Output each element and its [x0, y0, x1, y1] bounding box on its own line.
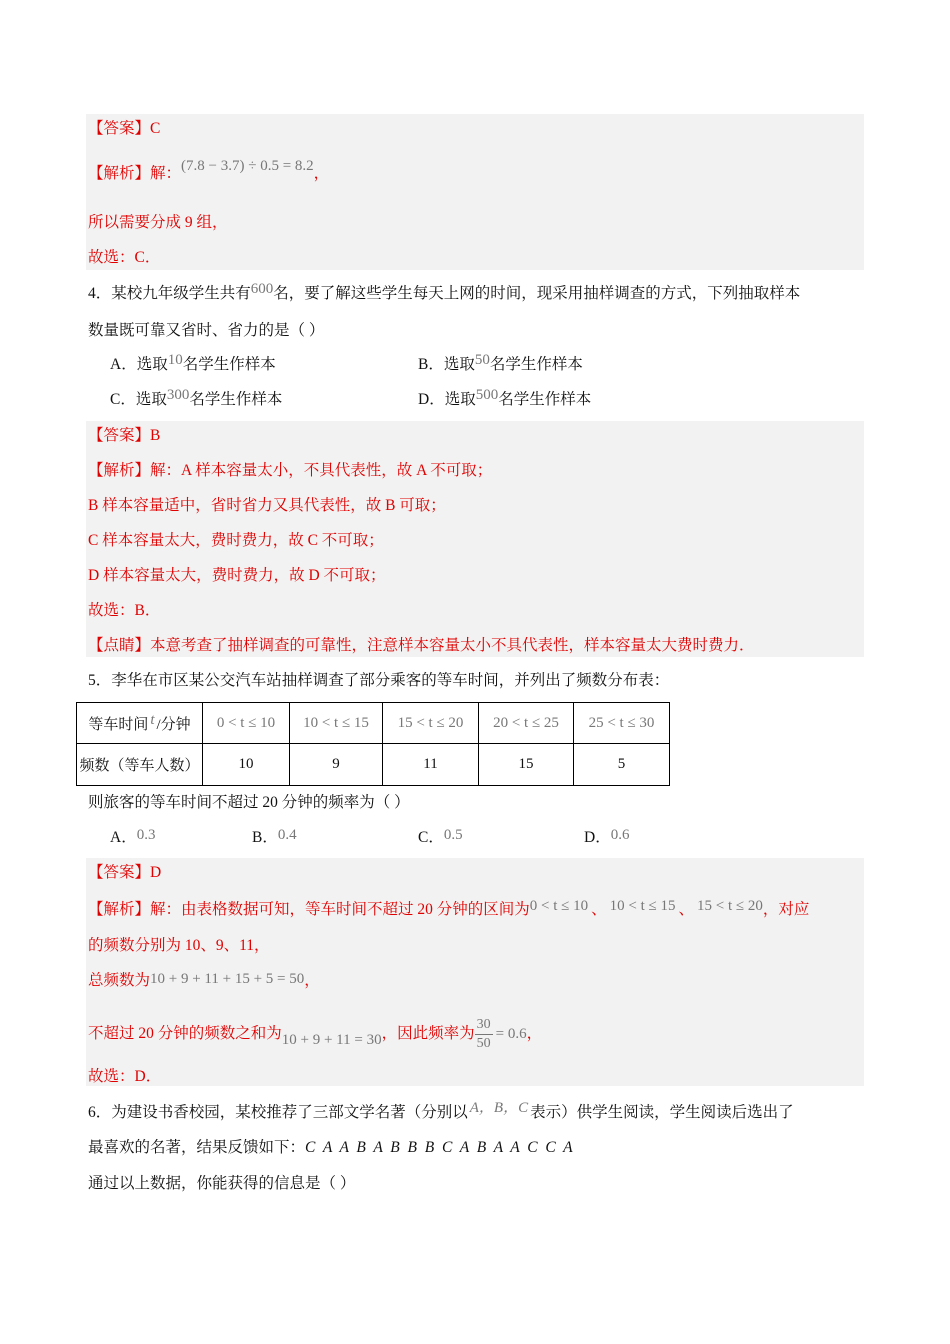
q6-sequence: C A A B A B B B C A B A A C C A: [305, 1139, 573, 1156]
q4-option-a-label: A．选取: [110, 356, 168, 373]
q5-question: 则旅客的等车时间不超过 20 分钟的频率为（ ）: [88, 794, 410, 811]
sum-label: 不超过 20 分钟的频数之和为: [88, 1025, 282, 1043]
comment-line: 【点睛】本意考查了抽样调查的可靠性，注意样本容量太小不具代表性，样本容量太大费时费力．: [88, 637, 755, 654]
sum-formula: 10 + 9 + 11 = 30: [281, 1032, 382, 1049]
q5-option-b[interactable]: [252, 828, 297, 848]
interval-math-2: 10 < t ≤ 15: [609, 898, 676, 914]
q4-option-d[interactable]: [418, 387, 592, 410]
q6-stem-line-3: 通过以上数据，你能获得的信息是（ ）: [88, 1175, 356, 1192]
answer-d: 【答案】D: [88, 864, 162, 881]
choice-line-1: 故选：C．: [88, 249, 161, 266]
q5-option-c-label: C．: [418, 829, 444, 846]
frequency-result: = 0.6: [495, 1026, 527, 1043]
analysis-d-text-a: 【解析】解：由表格数据可知，等车时间不超过 20 分钟的区间为: [88, 901, 530, 918]
interval-4: 20 < t ≤ 25: [493, 714, 559, 731]
q4-option-d-num: 500: [475, 387, 499, 403]
q4-option-a-text: 名学生作样本: [182, 356, 276, 373]
table-row-counts: [77, 744, 670, 786]
total-formula: 10 + 9 + 11 + 15 + 5 = 50: [150, 971, 305, 987]
q4-option-b-label: B．选取: [418, 356, 475, 373]
q4-stem-a: 4．某校九年级学生共有: [88, 285, 251, 302]
q5-option-b-label: B．: [252, 829, 278, 846]
total-label: 总频数为: [88, 972, 151, 989]
q4-option-d-text: 名学生作样本: [498, 391, 592, 408]
q5-stem: 5．李华在市区某公交汽车站抽样调查了部分乘客的等车时间，并列出了频数分布表：: [88, 672, 670, 689]
q5-option-b-value: 0.4: [277, 827, 297, 843]
analysis-d-line-3: [88, 971, 320, 991]
q5-option-d-value: 0.6: [610, 827, 630, 843]
interval-math-3: 15 < t ≤ 20: [697, 898, 763, 914]
analysis-formula: (7.8 − 3.7) ÷ 0.5 = 8.2: [181, 158, 314, 174]
q4-option-c-num: 300: [166, 387, 190, 403]
count-cell-4: 15: [479, 744, 574, 786]
q6-text-c: 最喜欢的名著，结果反馈如下：: [88, 1139, 306, 1156]
q6-text-b: 表示）供学生阅读，学生阅读后选出了: [530, 1104, 794, 1121]
q4-option-b[interactable]: [418, 352, 583, 375]
total-tail: ，: [304, 972, 320, 989]
q5-option-d[interactable]: [584, 828, 629, 848]
q5-option-c[interactable]: [418, 828, 463, 848]
analysis-b-line-1: 【解析】解：A 样本容量太小，不具代表性，故 A 不可取；: [88, 462, 493, 479]
answer-c: 【答案】C: [88, 120, 161, 137]
interval-5: 25 < t ≤ 30: [588, 714, 655, 731]
count-cell-2: 9: [290, 744, 383, 786]
q4-stem-line-2: 数量既可靠又省时、省力的是（ ）: [88, 322, 325, 339]
sum-mid: ，因此频率为: [381, 1025, 475, 1043]
q5-option-d-label: D．: [584, 829, 611, 846]
q4-option-c[interactable]: [110, 387, 283, 410]
q5-option-a[interactable]: [110, 828, 155, 848]
interval-1: 0 < t ≤ 10: [216, 714, 276, 731]
header-label-b: /分钟: [156, 716, 191, 733]
q5-option-c-value: 0.5: [443, 827, 463, 843]
analysis-line-2: 所以需要分成 9 组，: [88, 214, 228, 231]
q4-stem-num: 600: [250, 281, 274, 297]
header-cell-interval-3: [383, 703, 479, 744]
q4-option-a-num: 10: [167, 352, 183, 368]
q4-option-c-label: C．选取: [110, 391, 167, 408]
q6-stem-line-2: [88, 1138, 573, 1158]
q5-option-a-value: 0.3: [136, 827, 156, 843]
header-label-var: t: [150, 711, 155, 728]
analysis-b-line-3: C 样本容量太大，费时费力，故 C 不可取；: [88, 532, 384, 549]
interval-3: 15 < t ≤ 20: [397, 714, 464, 731]
analysis-line: [88, 158, 330, 184]
sep-2: 、: [678, 901, 695, 918]
q4-option-c-text: 名学生作样本: [189, 391, 283, 408]
row-label-cell: 频数（等车人数）: [77, 744, 203, 786]
header-cell-label: [77, 703, 203, 744]
fraction-denominator: 50: [476, 1036, 491, 1051]
interval-2: 10 < t ≤ 15: [303, 714, 369, 731]
frequency-table: [76, 702, 670, 786]
header-cell-interval-4: [479, 703, 574, 744]
answer-b: 【答案】B: [88, 427, 161, 444]
interval-math-1: 0 < t ≤ 10: [529, 898, 589, 914]
choice-line-2: 故选：B．: [88, 602, 161, 619]
q4-option-b-num: 50: [474, 352, 490, 368]
header-cell-interval-5: [574, 703, 670, 744]
q6-stem-line-1: [88, 1100, 794, 1123]
answer-panel-1: [86, 114, 864, 270]
analysis-b-line-2: B 样本容量适中，省时省力又具代表性，故 B 可取；: [88, 497, 446, 514]
choice-line-3: 故选：D．: [88, 1068, 162, 1085]
analysis-d-line-2: 的频数分别为 10、9、11，: [88, 937, 270, 954]
analysis-b-line-4: D 样本容量太大，费时费力，故 D 不可取；: [88, 567, 386, 584]
analysis-tail: ，: [313, 165, 330, 182]
header-label-a: 等车时间: [88, 716, 149, 733]
analysis-d-line-1: [88, 900, 809, 920]
q4-option-b-text: 名学生作样本: [489, 356, 583, 373]
count-cell-5: 5: [574, 744, 670, 786]
q4-stem-b: 名，要了解这些学生每天上网的时间，现采用抽样调查的方式，下列抽取样本: [273, 285, 801, 302]
header-cell-interval-2: [290, 703, 383, 744]
q6-vars: A，B，C: [469, 1100, 529, 1116]
fraction-numerator: 30: [475, 1016, 493, 1035]
q4-option-a[interactable]: [110, 352, 276, 375]
fraction: [475, 1016, 493, 1053]
analysis-label: 【解析】解：: [88, 165, 182, 182]
q5-option-a-label: A．: [110, 829, 137, 846]
sum-tail: ，: [526, 1025, 543, 1043]
q4-stem-line-1: [88, 281, 801, 304]
sep-1: 、: [591, 901, 607, 918]
count-cell-1: 10: [203, 744, 290, 786]
q6-text-a: 6．为建设书香校园，某校推荐了三部文学名著（分别以: [88, 1104, 468, 1121]
count-cell-3: 11: [383, 744, 479, 786]
q4-option-d-label: D．选取: [418, 391, 476, 408]
analysis-d-line-4: [88, 1016, 542, 1053]
table-row-header: [77, 703, 670, 744]
analysis-d-text-b: ，对应: [762, 901, 810, 918]
header-cell-interval-1: [203, 703, 290, 744]
